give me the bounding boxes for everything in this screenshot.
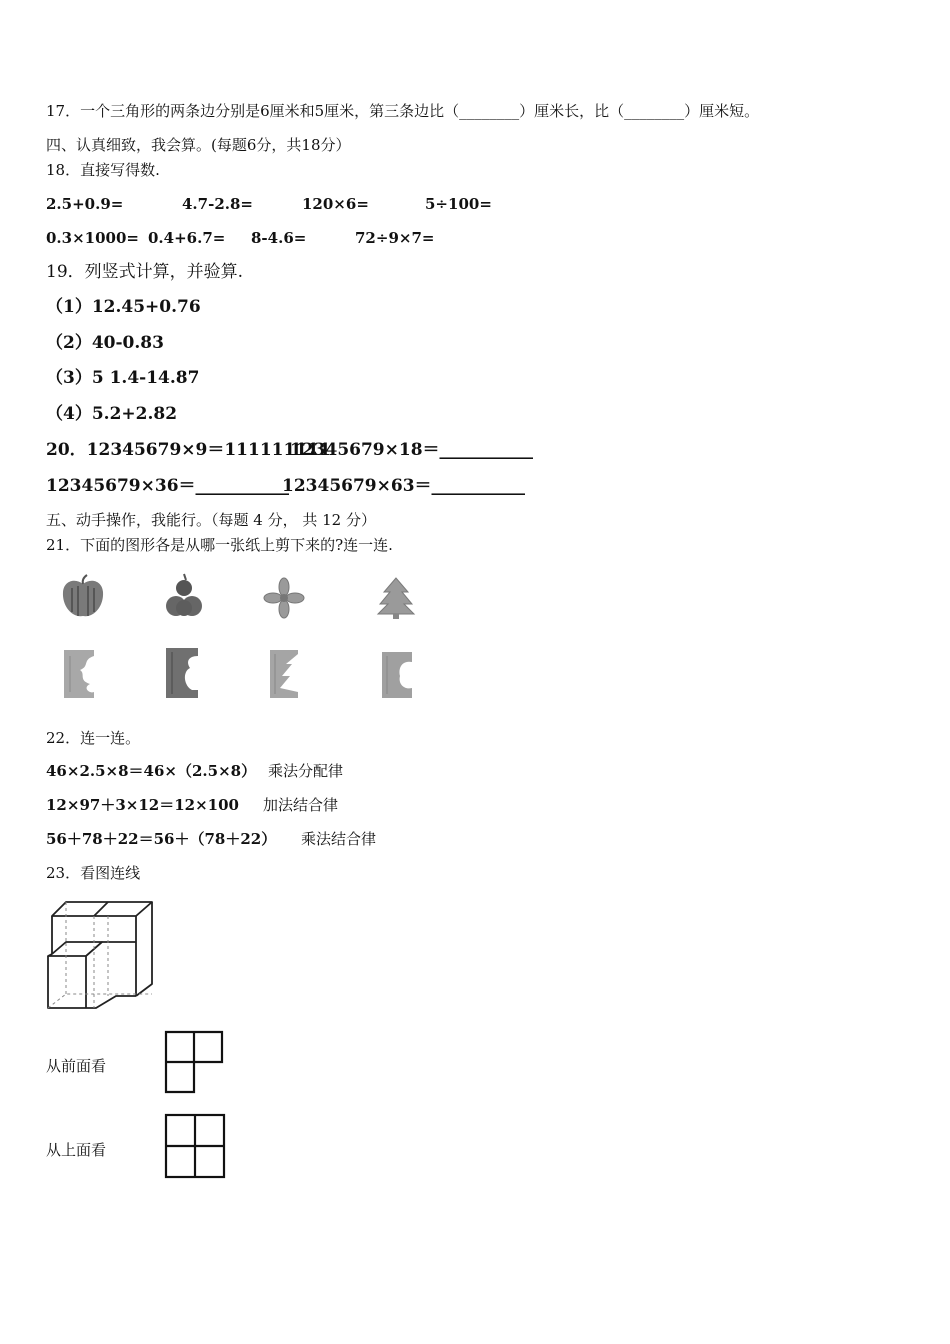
front-view-label: 从前面看 [46, 1057, 107, 1075]
q22-title: 22．连一连。 [46, 729, 141, 747]
q22-law: 乘法结合律 [301, 830, 377, 848]
q20-line1b: 12345679×18＝___________ [290, 440, 534, 460]
q17-text: 17．一个三角形的两条边分别是6厘米和5厘米，第三条边比（________）厘米长，比（________）厘米短。 [46, 102, 760, 120]
paper-apple-cutout-icon [378, 648, 416, 702]
q18-item: 8-4.6= [251, 229, 307, 247]
gourd-shape-icon [162, 572, 206, 622]
q18-item: 5÷100= [425, 195, 492, 213]
q18-item: 0.4+6.7= [148, 229, 226, 247]
q22-expression: 46×2.5×8＝46×（2.5×8） [46, 762, 257, 780]
q18-item: 120×6= [302, 195, 369, 213]
q22-expression: 12×97＋3×12＝12×100 [46, 796, 239, 814]
section5-heading: 五、动手操作，我能行。（每题 4 分， 共 12 分） [46, 511, 376, 529]
q19-item: （1）12.45+0.76 [46, 297, 201, 317]
top-view-label: 从上面看 [46, 1141, 107, 1159]
tree-shape-icon [376, 576, 416, 620]
q18-title: 18．直接写得数. [46, 161, 160, 179]
q23-title: 23．看图连线 [46, 864, 141, 882]
q22-expression: 56＋78＋22＝56＋（78＋22） [46, 830, 277, 848]
q19-item: （2）40-0.83 [46, 333, 164, 353]
q18-item: 2.5+0.9= [46, 195, 124, 213]
apple-shape-icon [58, 574, 108, 622]
flower-shape-icon [262, 576, 306, 620]
q19-item: （3）5 1.4-14.87 [46, 368, 200, 388]
q21-title: 21．下面的图形各是从哪一张纸上剪下来的?连一连. [46, 536, 393, 554]
paper-gourd-cutout-icon [162, 646, 202, 700]
q20-line1a: 20．12345679×9＝111111111 [46, 440, 331, 460]
q19-item: （4）5.2+2.82 [46, 404, 178, 424]
q18-item: 0.3×1000= [46, 229, 139, 247]
q19-title: 19．列竖式计算，并验算. [46, 262, 244, 282]
q22-law: 乘法分配律 [268, 762, 344, 780]
block-figure-3d [44, 896, 160, 1012]
paper-flower-cutout-icon [60, 648, 102, 700]
q20-line2b: 12345679×63＝___________ [282, 476, 526, 496]
front-view-grid-icon [164, 1030, 226, 1096]
q22-law: 加法结合律 [263, 796, 339, 814]
top-view-grid-icon [164, 1113, 228, 1181]
section4-heading: 四、认真细致，我会算。(每题6分，共18分） [46, 136, 351, 154]
paper-tree-cutout-icon [266, 648, 302, 700]
q20-line2a: 12345679×36＝___________ [46, 476, 290, 496]
q18-item: 4.7-2.8= [182, 195, 253, 213]
q18-item: 72÷9×7= [355, 229, 435, 247]
